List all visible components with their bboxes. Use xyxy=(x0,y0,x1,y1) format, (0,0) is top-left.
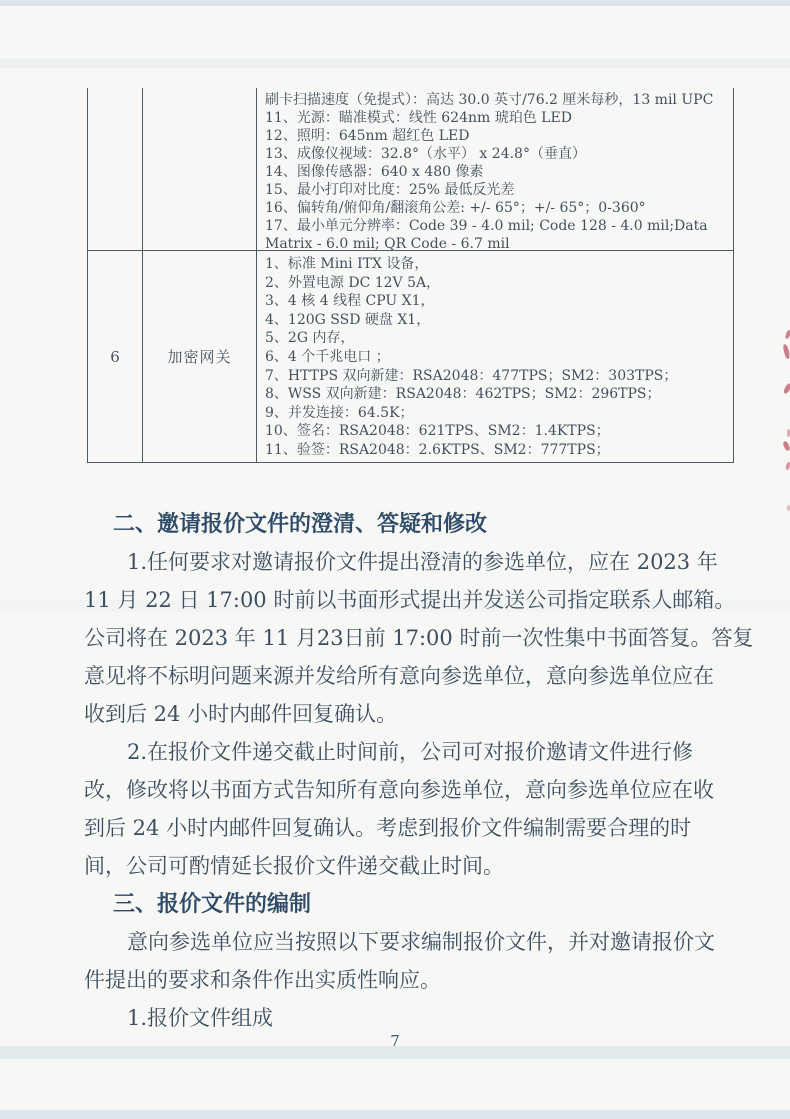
device-name-cell xyxy=(142,88,256,250)
scan-band xyxy=(0,0,790,6)
red-seal-mark xyxy=(785,330,790,340)
paragraph-line: 间，公司可酌情延长报价文件递交截止时间。 xyxy=(84,854,504,878)
spec-line: 3、4 核 4 线程 CPU X1， xyxy=(265,293,435,310)
spec-line: 11、光源：瞄准模式：线性 624nm 琥珀色 LED xyxy=(265,110,572,126)
spec-line: 13、成像仪视域：32.8°（水平） x 24.8°（垂直） xyxy=(265,146,586,162)
spec-line: 17、最小单元分辨率：Code 39 - 4.0 mil; Code 128 - 4.0 mil;Data xyxy=(265,218,708,234)
spec-line: 10、签名：RSA2048：621TPS、SM2：1.4KTPS； xyxy=(265,423,610,440)
paragraph-line: 1.任何要求对邀请报价文件提出澄清的参选单位，应在 2023 年 xyxy=(127,550,718,574)
red-seal-mark xyxy=(785,462,790,471)
spec-line: 15、最小打印对比度：25% 最低反光差 xyxy=(265,182,515,198)
red-seal-mark xyxy=(783,382,790,394)
scan-band xyxy=(0,1110,790,1119)
paragraph-line: 意见将不标明问题来源并发给所有意向参选单位，意向参选单位应在 xyxy=(84,664,714,688)
spec-line: 14、图像传感器：640 x 480 像素 xyxy=(265,164,484,180)
spec-line: 1、标准 Mini ITX 设备， xyxy=(265,256,429,272)
scan-band xyxy=(0,58,790,68)
section-heading: 二、邀请报价文件的澄清、答疑和修改 xyxy=(113,511,488,537)
spec-line: 7、HTTPS 双向新建：RSA2048：477TPS；SM2：303TPS； xyxy=(265,367,678,384)
spec-line: 9、并发连接：64.5K； xyxy=(265,404,414,421)
spec-table xyxy=(87,88,734,463)
paragraph-line: 1.报价文件组成 xyxy=(127,1006,274,1030)
spec-cell xyxy=(256,88,733,250)
red-seal-mark xyxy=(782,440,790,451)
spec-line: 4、120G SSD 硬盘 X1， xyxy=(265,311,431,328)
spec-line: 2、外置电源 DC 12V 5A， xyxy=(265,274,441,291)
spec-line: 11、验签：RSA2048：2.6KTPS、SM2：777TPS； xyxy=(265,441,610,458)
spec-line: Matrix - 6.0 mil; QR Code - 6.7 mil xyxy=(265,236,510,250)
section-heading: 三、报价文件的编制 xyxy=(113,891,312,917)
paragraph-line: 件提出的要求和条件作出实质性响应。 xyxy=(84,968,441,992)
paragraph-line: 意向参选单位应当按照以下要求编制报价文件，并对邀请报价文 xyxy=(127,930,715,954)
item-number-cell: 6 xyxy=(110,347,120,366)
paragraph-line: 改，修改将以书面方式告知所有意向参选单位，意向参选单位应在收 xyxy=(84,778,714,802)
spec-line: 8、WSS 双向新建：RSA2048：462TPS；SM2：296TPS； xyxy=(265,386,661,403)
spec-line: 12、照明：645nm 超红色 LED xyxy=(265,128,470,144)
paragraph-line: 收到后 24 小时内邮件回复确认。 xyxy=(84,702,398,726)
paragraph-line: 2.在报价文件递交截止时间前，公司可对报价邀请文件进行修 xyxy=(127,740,694,764)
table-row xyxy=(88,251,733,462)
spec-line: 5、2G 内存， xyxy=(265,330,355,347)
device-name-cell: 加密网关 xyxy=(142,251,256,462)
spec-cell xyxy=(256,251,733,462)
spec-line: 6、4 个千兆电口 ； xyxy=(265,348,390,365)
table-row xyxy=(88,88,733,251)
page-number: 7 xyxy=(390,1032,400,1050)
paragraph-line: 11 月 22 日 17:00 时前以书面形式提出并发送公司指定联系人邮箱。 xyxy=(84,588,736,612)
spec-line: 16、偏转角/俯仰角/翻滚角公差: +/- 65°；+/- 65°；0-360° xyxy=(265,200,646,216)
red-seal-mark xyxy=(782,344,790,360)
item-number-cell xyxy=(88,88,142,250)
paragraph-line: 公司将在 2023 年 11 月23日前 17:00 时前一次性集中书面答复。答复 xyxy=(84,626,754,650)
paragraph-line: 到后 24 小时内邮件回复确认。考虑到报价文件编制需要合理的时 xyxy=(84,816,692,840)
spec-line: 刷卡扫描速度（免提式）：高达 30.0 英寸/76.2 厘米每秒，13 mil UPC xyxy=(265,92,714,108)
document-body xyxy=(84,509,754,1041)
